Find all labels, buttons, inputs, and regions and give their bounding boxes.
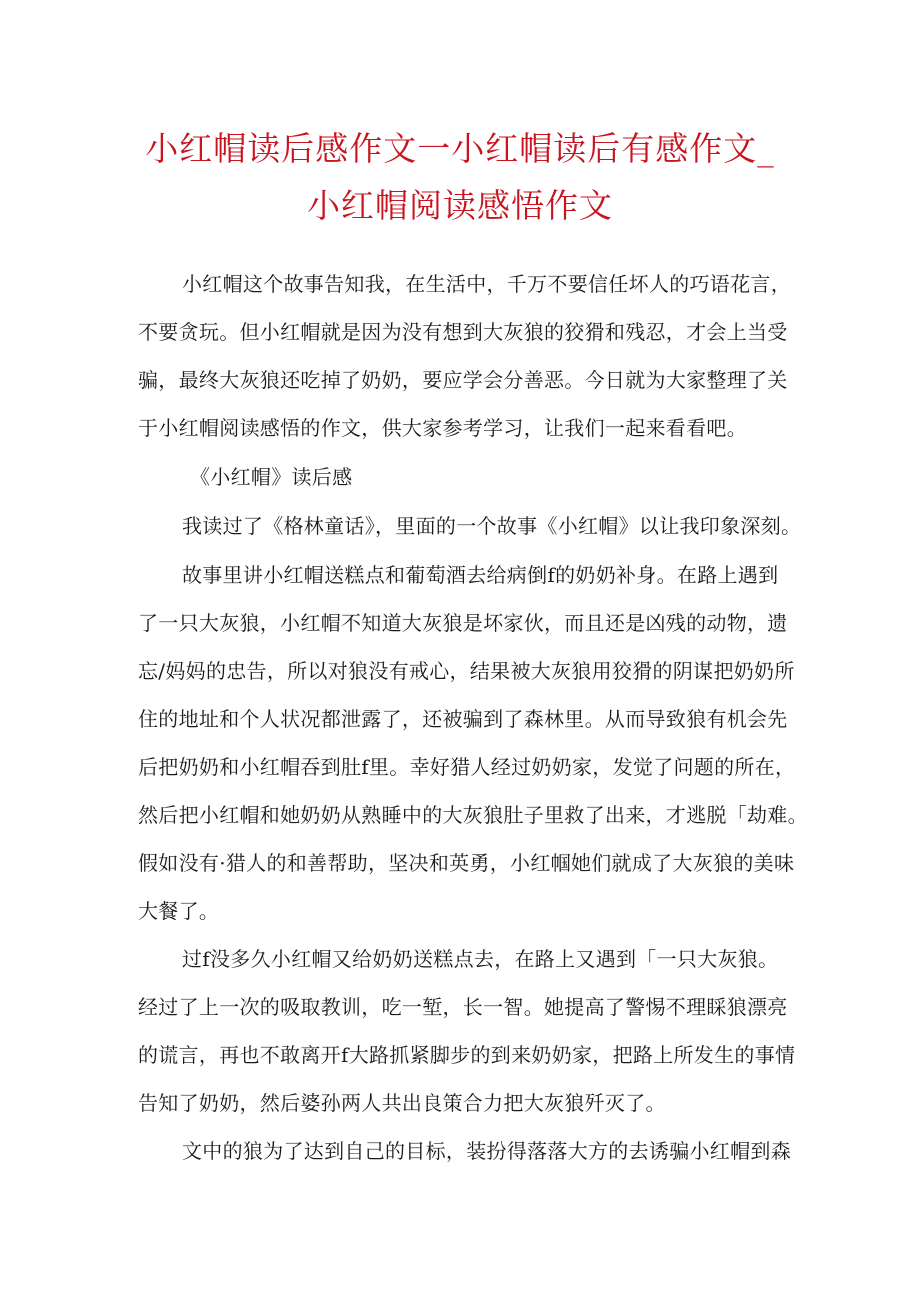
paragraph-2-line-2: 了一只大灰狼，小红帽不知道大灰狼是坏家伙，而且还是凶残的动物，遗 <box>138 611 788 635</box>
paragraph-3-line-1: 过f没多久小红帽又给奶奶送糕点去，在路上又遇到「一只大灰狼。 <box>182 947 779 971</box>
paragraph-2-line-4: 住的地址和个人状况都泄露了，还被骗到了森林里。从而导致狼有机会先 <box>138 707 788 731</box>
paragraph-1: 我读过了《格林童话》，里面的一个故事《小红帽》以让我印象深刻。 <box>182 514 802 538</box>
paragraph-2-line-1: 故事里讲小红帽送糕点和葡萄酒去给病倒f的奶奶补身。在路上遇到 <box>182 563 779 587</box>
document-title-line-1: 小红帽读后感作文一小红帽读后有感作文_ <box>145 129 775 168</box>
intro-line-4: 于小红帽阅读感悟的作文，供大家参考学习，让我们一起来看看吧。 <box>138 416 747 440</box>
paragraph-3-line-3: 的谎言，再也不敢离开f大路抓紧脚步的到来奶奶家，把路上所发生的事情 <box>138 1043 796 1067</box>
paragraph-2-line-7: 假如没有·猎人的和善帮助，坚决和英勇，小红帼她们就成了大灰狼的美味 <box>138 851 795 875</box>
paragraph-3-line-4: 告知了奶奶，然后婆孙两人共出良策合力把大灰狼歼灭了。 <box>138 1091 666 1115</box>
intro-line-3: 骗，最终大灰狼还吃掉了奶奶，要应学会分善恶。今日就为大家整理了关 <box>138 368 788 392</box>
document-title-line-2: 小红帽阅读感悟作文 <box>307 186 613 225</box>
intro-line-1: 小红帽这个故事告知我，在生活中，千万不要信任坏人的巧语花言， <box>182 272 791 296</box>
paragraph-4-line-1: 文中的狼为了达到自己的目标，装扮得落落大方的去诱骗小红帽到森 <box>182 1139 791 1163</box>
paragraph-2-line-6: 然后把小红帽和她奶奶从熟睡中的大灰狼肚子里救了出来，才逃脱「劫难。 <box>138 803 808 827</box>
paragraph-3-line-2: 经过了上一次的吸取教训，吃一堑，长一智。她提高了警惕不理睬狼漂亮 <box>138 995 788 1019</box>
intro-line-2: 不要贪玩。但小红帽就是因为没有想到大灰狼的狡猾和残忍，才会上当受 <box>138 320 788 344</box>
paragraph-2-line-5: 后把奶奶和小红帽吞到肚f里。幸好猎人经过奶奶家，发觉了问题的所在， <box>138 755 796 779</box>
paragraph-2-line-3: 忘/妈妈的忠告，所以对狼没有戒心，结果被大灰狼用狡猾的阴谋把奶奶所 <box>138 659 795 683</box>
section-title: 《小红帽》读后感 <box>190 465 353 489</box>
paragraph-2-line-8: 大餐了。 <box>138 899 220 923</box>
